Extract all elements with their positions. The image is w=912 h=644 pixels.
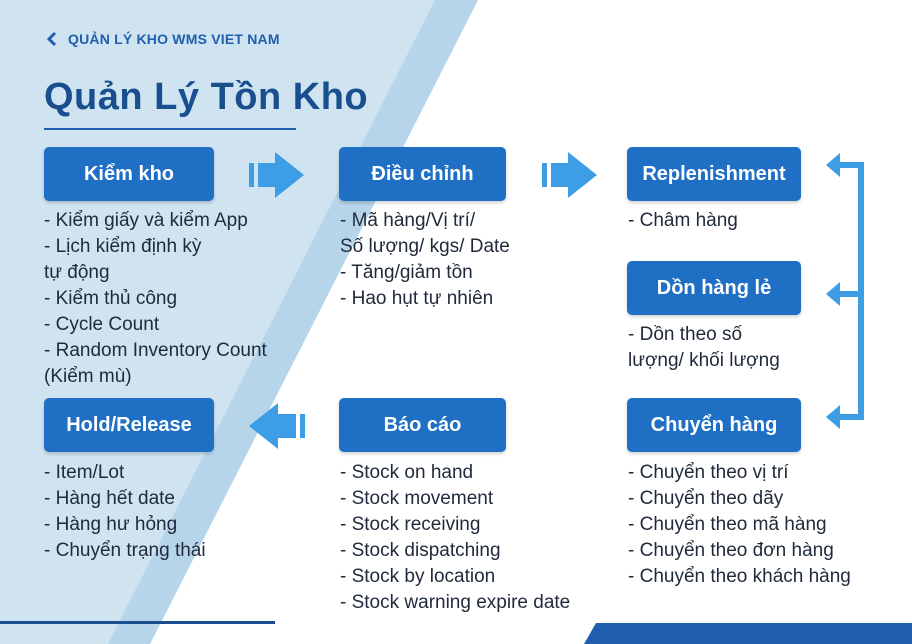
replenishment-list bbox=[628, 208, 738, 234]
brand-header[interactable] bbox=[44, 31, 280, 47]
list-item: - Hao hụt tự nhiên bbox=[340, 288, 494, 309]
don-hang-le-list bbox=[628, 322, 780, 374]
list-item: - Stock movement bbox=[340, 488, 494, 509]
footer-divider bbox=[0, 621, 275, 624]
list-item: lượng/ khối lượng bbox=[628, 350, 780, 371]
list-item: - Chuyển trạng thái bbox=[44, 540, 206, 561]
bao-cao-button[interactable]: Báo cáo bbox=[339, 398, 506, 452]
kiem-kho-list bbox=[44, 208, 267, 390]
page-title: Quản Lý Tồn Kho bbox=[44, 76, 369, 118]
list-item: - Kiểm giấy và kiểm App bbox=[44, 210, 248, 231]
list-item: - Lịch kiểm định kỳ bbox=[44, 236, 202, 257]
chevron-left-icon bbox=[44, 31, 60, 47]
list-item: - Stock by location bbox=[340, 566, 496, 587]
list-item: - Stock dispatching bbox=[340, 540, 501, 561]
list-item: - Mã hàng/Vị trí/ bbox=[340, 210, 476, 231]
list-item: - Chuyển theo vị trí bbox=[628, 462, 789, 483]
hold-release-button[interactable]: Hold/Release bbox=[44, 398, 214, 452]
list-item: - Kiểm thủ công bbox=[44, 288, 178, 309]
hold-release-list bbox=[44, 460, 206, 564]
list-item: - Stock on hand bbox=[340, 462, 474, 483]
list-item: - Hàng hết date bbox=[44, 488, 175, 509]
list-item: - Châm hàng bbox=[628, 210, 738, 231]
list-item: - Hàng hư hỏng bbox=[44, 514, 178, 535]
chuyen-hang-button[interactable]: Chuyển hàng bbox=[627, 398, 801, 452]
bao-cao-list bbox=[340, 460, 570, 616]
title-underline bbox=[44, 128, 296, 130]
arrow-right-icon bbox=[542, 152, 598, 198]
list-item: (Kiểm mù) bbox=[44, 366, 132, 387]
list-item: - Item/Lot bbox=[44, 462, 125, 483]
arrow-left-icon bbox=[249, 403, 305, 449]
don-hang-le-button[interactable]: Dồn hàng lẻ bbox=[627, 261, 801, 315]
list-item: - Chuyển theo mã hàng bbox=[628, 514, 827, 535]
dieu-chinh-button[interactable]: Điều chỉnh bbox=[339, 147, 506, 201]
list-item: Số lượng/ kgs/ Date bbox=[340, 236, 510, 257]
list-item: - Stock receiving bbox=[340, 514, 481, 535]
list-item: - Cycle Count bbox=[44, 314, 160, 335]
replenishment-button[interactable]: Replenishment bbox=[627, 147, 801, 201]
arrow-right-icon bbox=[249, 152, 305, 198]
chuyen-hang-list bbox=[628, 460, 851, 590]
list-item: - Stock warning expire date bbox=[340, 592, 571, 613]
list-item: - Chuyển theo đơn hàng bbox=[628, 540, 834, 561]
brand-label: QUẢN LÝ KHO WMS VIET NAM bbox=[68, 31, 280, 47]
arrow-left-icon bbox=[826, 405, 840, 429]
list-item: - Dồn theo số bbox=[628, 324, 743, 345]
arrow-left-icon bbox=[826, 153, 840, 177]
list-item: - Chuyển theo dãy bbox=[628, 488, 784, 509]
list-item: - Random Inventory Count bbox=[44, 340, 267, 361]
list-item: - Chuyển theo khách hàng bbox=[628, 566, 851, 587]
list-item: tự động bbox=[44, 262, 110, 283]
arrow-left-icon bbox=[826, 282, 840, 306]
list-item: - Tăng/giảm tồn bbox=[340, 262, 473, 283]
connector-bracket bbox=[826, 150, 868, 430]
kiem-kho-button[interactable]: Kiểm kho bbox=[44, 147, 214, 201]
dieu-chinh-list bbox=[340, 208, 510, 312]
